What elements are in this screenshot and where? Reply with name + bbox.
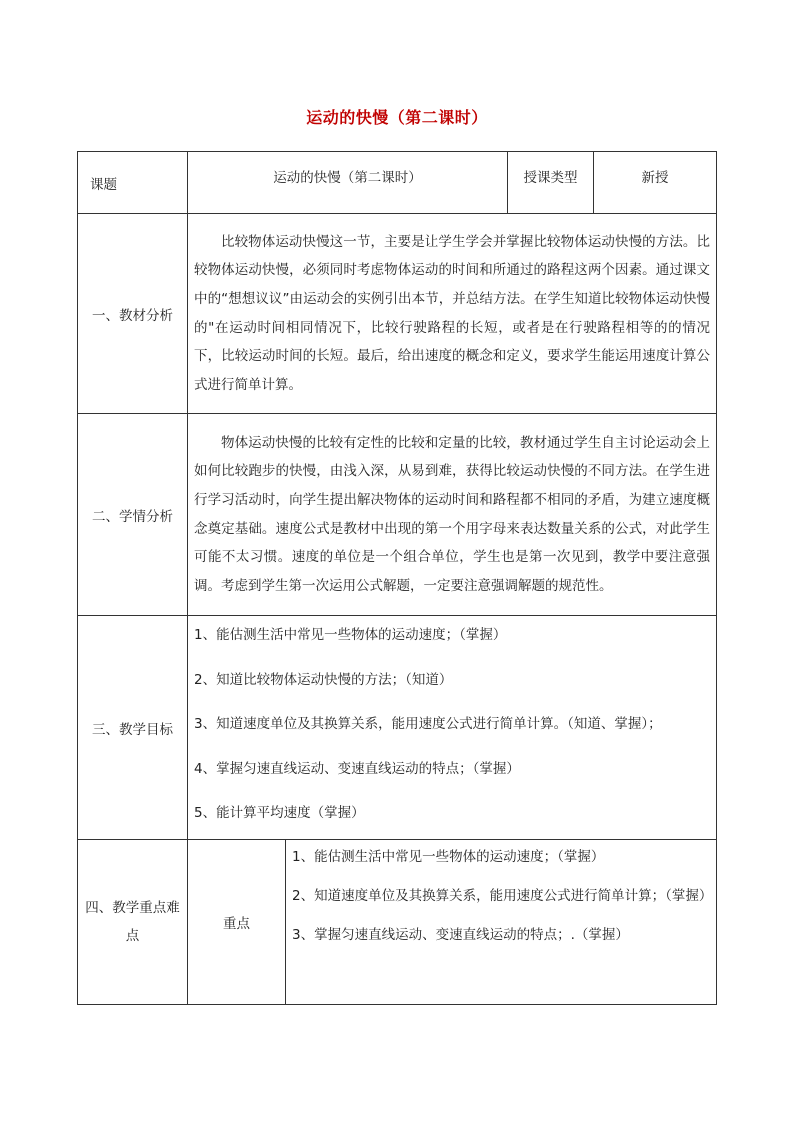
materials-text: 比较物体运动快慢这一节，主要是让学生学会并掌握比较物体运动快慢的方法。比较物体运动快慢，必须同时考虑物体运动的时间和所通过的路程这两个因素。通过课文中的“想想议议”由运动会的实例引出本节，并总结方法。在学生知道比较物体运动快慢的"在运动时间相同情况下，比较行驶路程的长短，或者是在行驶路程相等的的情况下，比较运动时间的长短。最后，给出速度的概念和定义，要求学生能运用速度计算公式进行简单计算。 xyxy=(188,214,717,414)
goals-label: 三、教学目标 xyxy=(78,616,188,840)
lesson-type-value: 新授 xyxy=(594,152,717,214)
keypoint-item: 2、知道速度单位及其换算关系，能用速度公式进行简单计算；（掌握） xyxy=(292,888,713,904)
keypoints-label: 四、教学重点难点 xyxy=(78,840,188,1005)
topic-value: 运动的快慢（第二课时） xyxy=(188,152,508,214)
students-row xyxy=(78,414,717,616)
goal-item: 1、能估测生活中常见一些物体的运动速度；（掌握） xyxy=(194,627,507,643)
lesson-plan-table xyxy=(77,151,717,1005)
keypoint-item: 1、能估测生活中常见一些物体的运动速度；（掌握） xyxy=(292,849,605,865)
goal-item: 4、掌握匀速直线运动、变速直线运动的特点；（掌握） xyxy=(194,760,520,777)
keypoints-row xyxy=(78,840,717,1005)
students-label: 二、学情分析 xyxy=(78,414,188,616)
materials-label: 一、教材分析 xyxy=(78,214,188,414)
keypoints-list xyxy=(286,840,717,1005)
goals-row xyxy=(78,616,717,840)
materials-row xyxy=(78,214,717,414)
students-text: 物体运动快慢的比较有定性的比较和定量的比较，教材通过学生自主讨论运动会上如何比较跑步的快慢，由浅入深，从易到难，获得比较运动快慢的不同方法。在学生进行学习活动时，向学生提出解决物体的运动时间和路程都不相同的矛盾，为建立速度概念奠定基础。速度公式是教材中出现的第一个用字母来表达数量关系的公式，对此学生可能不太习惯。速度的单位是一个组合单位，学生也是第一次见到，教学中要注意强调。考虑到学生第一次运用公式解题，一定要注意强调解题的规范性。 xyxy=(188,414,717,616)
goal-item: 5、能计算平均速度（掌握） xyxy=(194,805,365,821)
goals-list xyxy=(188,616,717,840)
lesson-type-label: 授课类型 xyxy=(508,152,594,214)
topic-label: 课题 xyxy=(78,152,188,214)
goal-item: 2、知道比较物体运动快慢的方法；（知道） xyxy=(194,671,453,688)
keypoint-item: 3、掌握匀速直线运动、变速直线运动的特点；.（掌握） xyxy=(292,927,629,943)
document-title: 运动的快慢（第二课时） xyxy=(306,108,488,127)
keypoints-sub-label: 重点 xyxy=(188,840,286,1005)
header-row xyxy=(78,152,717,214)
goal-item: 3、知道速度单位及其换算关系，能用速度公式进行简单计算。（知道、掌握）； xyxy=(194,716,662,732)
